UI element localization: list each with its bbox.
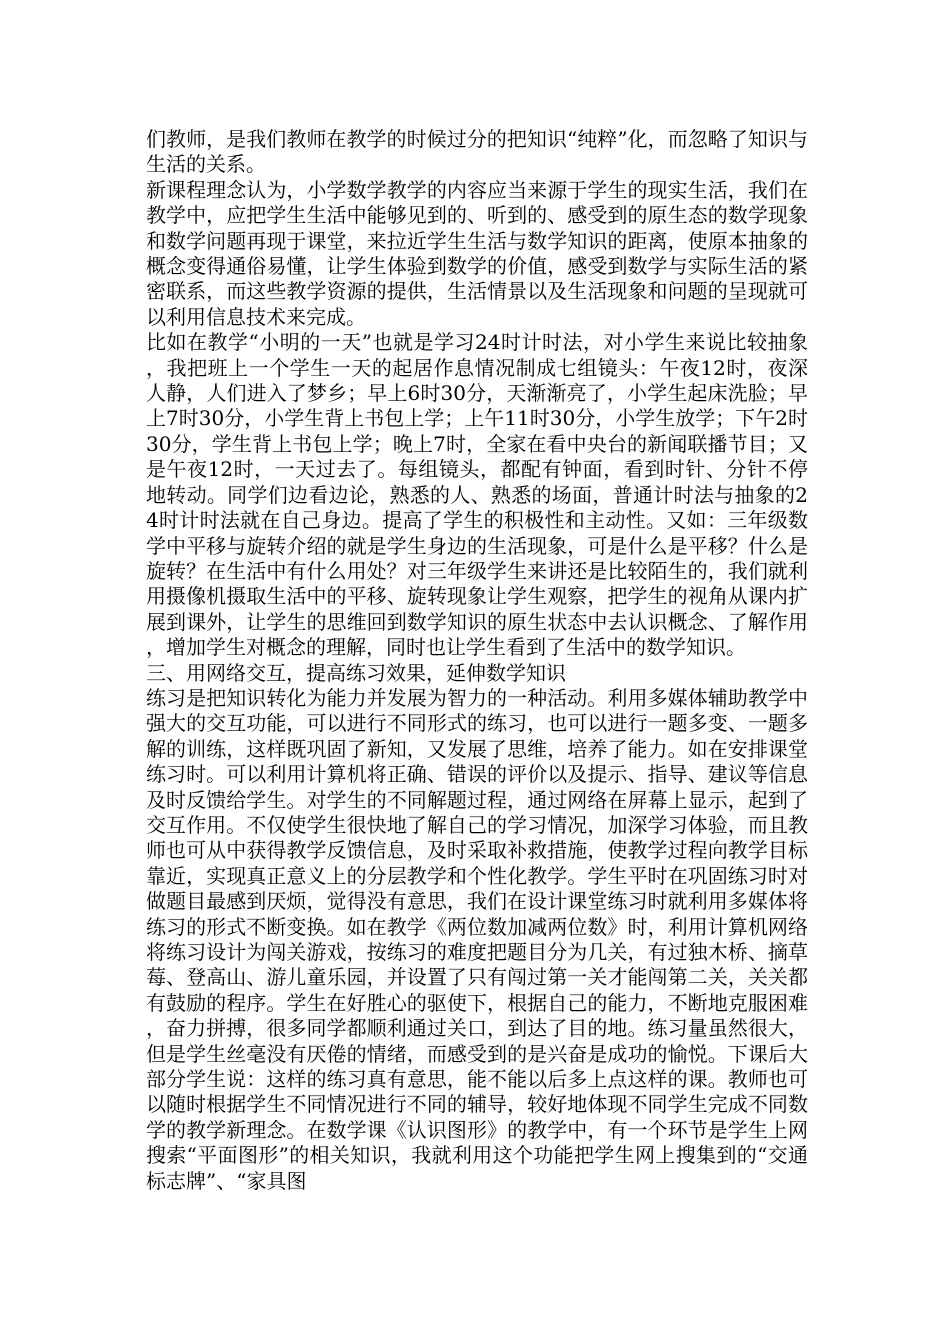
paragraph-continuation: 们教师，是我们教师在教学的时候过分的把知识“纯粹”化，而忽略了知识与生活的关系。 — [146, 127, 808, 177]
paragraph-example-24-hour-clock: 比如在教学“小明的一天”也就是学习24时计时法，对小学生来说比较抽象，我把班上一个学生一天的起居作息情况制成七组镜头：午夜12时，夜深人静，人们进入了梦乡；早上6时30分，天渐渐亮了，小学生起床洗脸；早上7时30分，小学生背上书包上学；上午11时30分，小学生放学；下午2时30分，学生背上书包上学；晚上7时，全家在看中央台的新闻联播节目；又是午夜12时，一天过去了。每组镜头，都配有钟面，看到时针、分针不停地转动。同学们边看边论，熟悉的人、熟悉的场面，普通计时法与抽象的24时计时法就在自己身边。提高了学生的积极性和主动性。又如：三年级数学中平移与旋转介绍的就是学生身边的生活现象，可是什么是平移？什么是旋转？在生活中有什么用处？对三年级学生来讲还是比较陌生的，我们就利用摄像机摄取生活中的平移、旋转现象让学生观察，把学生的视角从课内扩展到课外，让学生的思维回到数学知识的原生状态中去认识概念、了解作用，增加学生对概念的理解，同时也让学生看到了生活中的数学知识。 — [146, 330, 808, 660]
document-body — [146, 127, 808, 1194]
section-heading-network-interaction: 三、用网络交互，提高练习效果，延伸数学知识 — [146, 660, 566, 685]
paragraph-curriculum-concept: 新课程理念认为，小学数学教学的内容应当来源于学生的现实生活，我们在教学中，应把学生生活中能够见到的、听到的、感受到的原生态的数学现象和数学问题再现于课堂，来拉近学生生活与数学知识的距离，使原本抽象的概念变得通俗易懂，让学生体验到数学的价值，感受到数学与实际生活的紧密联系，而这些教学资源的提供，生活情景以及生活现象和问题的呈现就可以利用信息技术来完成。 — [146, 177, 808, 329]
paragraph-practice-exercises: 练习是把知识转化为能力并发展为智力的一种活动。利用多媒体辅助教学中强大的交互功能，可以进行不同形式的练习，也可以进行一题多变、一题多解的训练，这样既巩固了新知，又发展了思维，培养了能力。如在安排课堂练习时。可以利用计算机将正确、错误的评价以及提示、指导、建议等信息及时反馈给学生。对学生的不同解题过程，通过网络在屏幕上显示，起到了交互作用。不仅使学生很快地了解自己的学习情况，加深学习体验，而且教师也可从中获得教学反馈信息，及时采取补救措施，使教学过程向教学目标靠近，实现真正意义上的分层教学和个性化教学。学生平时在巩固练习时对做题目最感到厌烦，觉得没有意思，我们在设计课堂练习时就利用多媒体将练习的形式不断变换。如在教学《两位数加减两位数》时，利用计算机网络将练习设计为闯关游戏，按练习的难度把题目分为几关，有过独木桥、摘草莓、登高山、游儿童乐园，并设置了只有闯过第一关才能闯第二关，关关都有鼓励的程序。学生在好胜心的驱使下，根据自己的能力，不断地克服困难，奋力拼搏，很多同学都顺利通过关口，到达了目的地。练习量虽然很大，但是学生丝毫没有厌倦的情绪，而感受到的是兴奋是成功的愉悦。下课后大部分学生说：这样的练习真有意思，能不能以后多上点这样的课。教师也可以随时根据学生不同情况进行不同的辅导，较好地体现不同学生完成不同数学的教学新理念。在数学课《认识图形》的教学中，有一个环节是学生上网搜索“平面图形”的相关知识，我就利用这个功能把学生网上搜集到的“交通标志牌”、“家具图 — [146, 685, 808, 1193]
